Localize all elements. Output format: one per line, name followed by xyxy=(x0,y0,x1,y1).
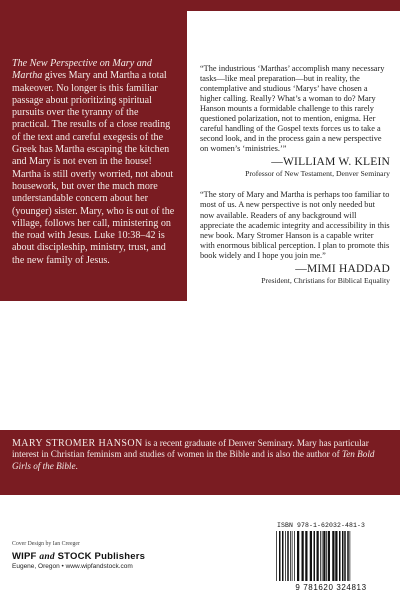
endorser-name: —MIMI HADDAD xyxy=(295,262,390,275)
author-bio xyxy=(12,438,390,472)
endorser-title: President, Christians for Biblical Equality xyxy=(261,275,390,285)
blurb-text: gives Mary and Martha a total makeover. No longer is this familiar passage about prioritizing spiritual pursuits over the tyranny of the practical. The results of a close reading of the text and careful exegesis of the Greek has Martha escaping the kitchen and Mary is not even in the house! Martha is still overly worried, not about housework, but over the much more understandable concern about her (younger) sister. Mary, who is out of the village, follows her call, ministering on the road with Jesus. Luke 10:38–42 is about discipleship, ministry, trust, and the new family of Jesus. xyxy=(12,70,175,266)
barcode-bar xyxy=(294,531,295,581)
author-name: MARY STROMER HANSON xyxy=(12,438,143,449)
barcode-bar xyxy=(342,531,344,581)
cover-design-credit: Cover Design by Ian Creeger xyxy=(12,541,80,547)
barcode-image xyxy=(275,531,387,581)
barcode-bar xyxy=(323,531,325,581)
barcode-bar xyxy=(287,531,289,581)
barcode-bar xyxy=(279,531,281,581)
bio-text: is a recent graduate of Denver Seminary. Mary has particular interest in Christian feminism and studies of women in the Bible and is also the author of xyxy=(12,438,369,460)
top-color-band xyxy=(0,0,400,11)
barcode-bar xyxy=(310,531,312,581)
barcode-bar xyxy=(285,531,286,581)
barcode-bar xyxy=(297,531,299,581)
barcode-digits: 9 781620 324813 xyxy=(295,583,367,592)
barcode-bar xyxy=(282,531,284,581)
barcode-bar xyxy=(328,531,330,581)
barcode-bar xyxy=(332,531,334,581)
blurb-panel xyxy=(0,11,187,301)
barcode-bar xyxy=(335,531,337,581)
publisher-name-wipf: WIPF xyxy=(12,551,37,562)
barcode-bar xyxy=(276,531,277,581)
barcode-bar xyxy=(314,531,316,581)
author-bio-band xyxy=(0,430,400,495)
publisher-name-rest: STOCK Publishers xyxy=(57,551,146,562)
barcode-bar xyxy=(347,531,349,581)
barcode-bar xyxy=(350,531,351,581)
endorsement-quote: “The story of Mary and Martha is perhaps too familiar to most of us. A new perspective is not only needed but now available. Readers of any background will appreciate the academic integrity and accessibility in this new book. Mary Stromer Hanson is a capable writer with enormous biblical perception. I plan to promote this book widely and I hope you join me.” xyxy=(200,190,390,260)
endorser-title: Professor of New Testament, Denver Seminary xyxy=(245,169,390,179)
barcode-bar xyxy=(339,531,341,581)
publisher-address: Eugene, Oregon • www.wipfandstock.com xyxy=(12,563,133,570)
isbn-barcode-block xyxy=(269,521,393,595)
barcode-bar xyxy=(302,531,304,581)
endorsements xyxy=(200,64,390,297)
blurb-book-title: The New Perspective on Mary and Martha xyxy=(12,58,152,82)
bio-end: . xyxy=(75,460,78,471)
endorsement-quote: “The industrious ‘Marthas’ accomplish many necessary tasks—like meal preparation—but in reality, the contemplative and studious ‘Marys’ have chosen a higher calling. Really? What’s a woman to do? Mary Hanson mounts a formidable challenge to this rarely questioned polarization, not to mention, enigma. Her careful handling of the Gospel texts forces us to take a second look, and in the process gain a new perspective on women’s ‘ministries.’” xyxy=(200,64,385,154)
other-book-title: Ten Bold Girls of the Bible xyxy=(12,449,375,471)
publisher-name-and: and xyxy=(39,552,55,562)
barcode-bar xyxy=(290,531,291,581)
endorsement-klein xyxy=(200,64,390,178)
book-blurb xyxy=(12,58,177,267)
barcode-bar xyxy=(344,531,346,581)
publisher-logo xyxy=(12,551,145,562)
endorser-name: —WILLIAM W. KLEIN xyxy=(271,156,390,169)
barcode-bar xyxy=(326,531,327,581)
endorsement-haddad xyxy=(200,190,390,284)
isbn-label: ISBN 978-1-62032-481-3 xyxy=(277,522,366,529)
barcode-bar xyxy=(292,531,293,581)
barcode-bar xyxy=(317,531,319,581)
barcode-bar xyxy=(320,531,321,581)
barcode-bar xyxy=(305,531,307,581)
barcode-bar xyxy=(322,531,323,581)
